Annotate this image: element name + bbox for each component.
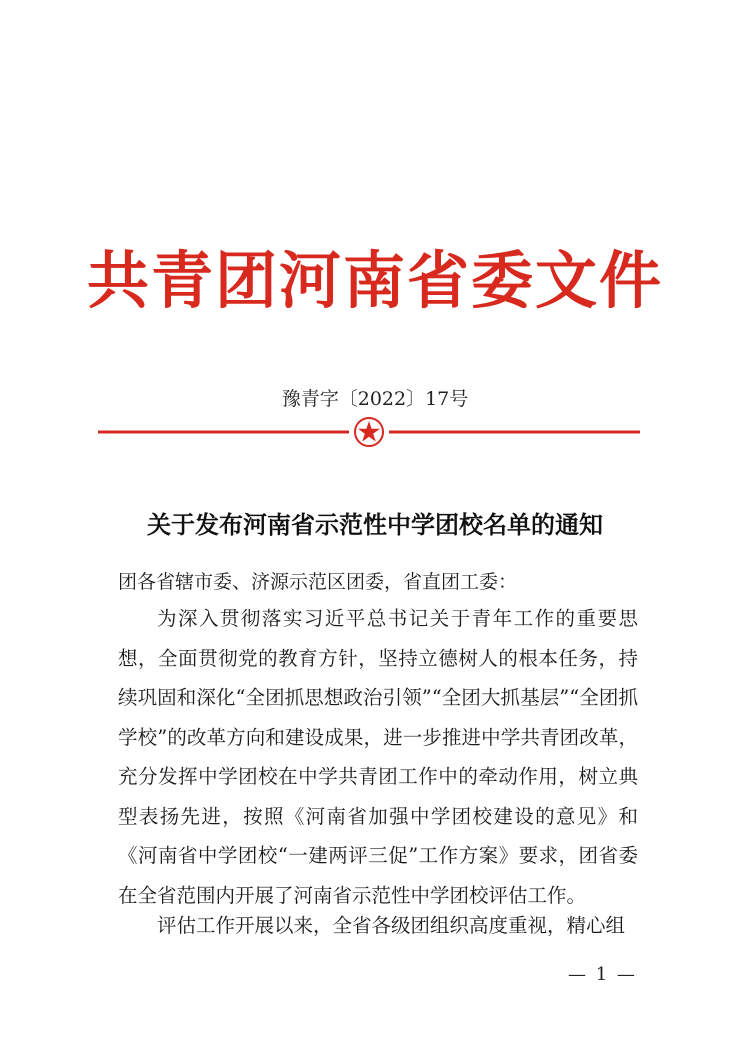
star-icon — [358, 421, 380, 442]
notice-title: 关于发布河南省示范性中学团校名单的通知 — [147, 510, 603, 539]
masthead-title: 共青团河南省委文件 — [86, 244, 663, 317]
body-paragraph: 为深入贯彻落实习近平总书记关于青年工作的重要思想，全面贯彻党的教育方针，坚持立德树人的根本任务，持续巩固和深化“全团抓思想政治引领”“全团大抓基层”“全团抓学校”的改革方向和建设成果，进一步推进中学共青团改革，充分发挥中学团校在中学共青团工作中的牵动作用，树立典型表扬先进，按照《河南省加强中学团校建设的意见》和《河南省中学团校“一建两评三促”工作方案》要求，团省委在全省范围内开展了河南省示范性中学团校评估工作。 — [118, 607, 638, 907]
document-number: 豫青字〔2022〕17号 — [281, 388, 469, 410]
red-divider-with-star — [98, 414, 640, 450]
salutation: 团各省辖市委、济源示范区团委，省直团工委： — [118, 571, 518, 593]
body-paragraph: 评估工作开展以来，全省各级团组织高度重视，精心组 — [157, 914, 626, 937]
page-number: — 1 — — [568, 964, 637, 985]
